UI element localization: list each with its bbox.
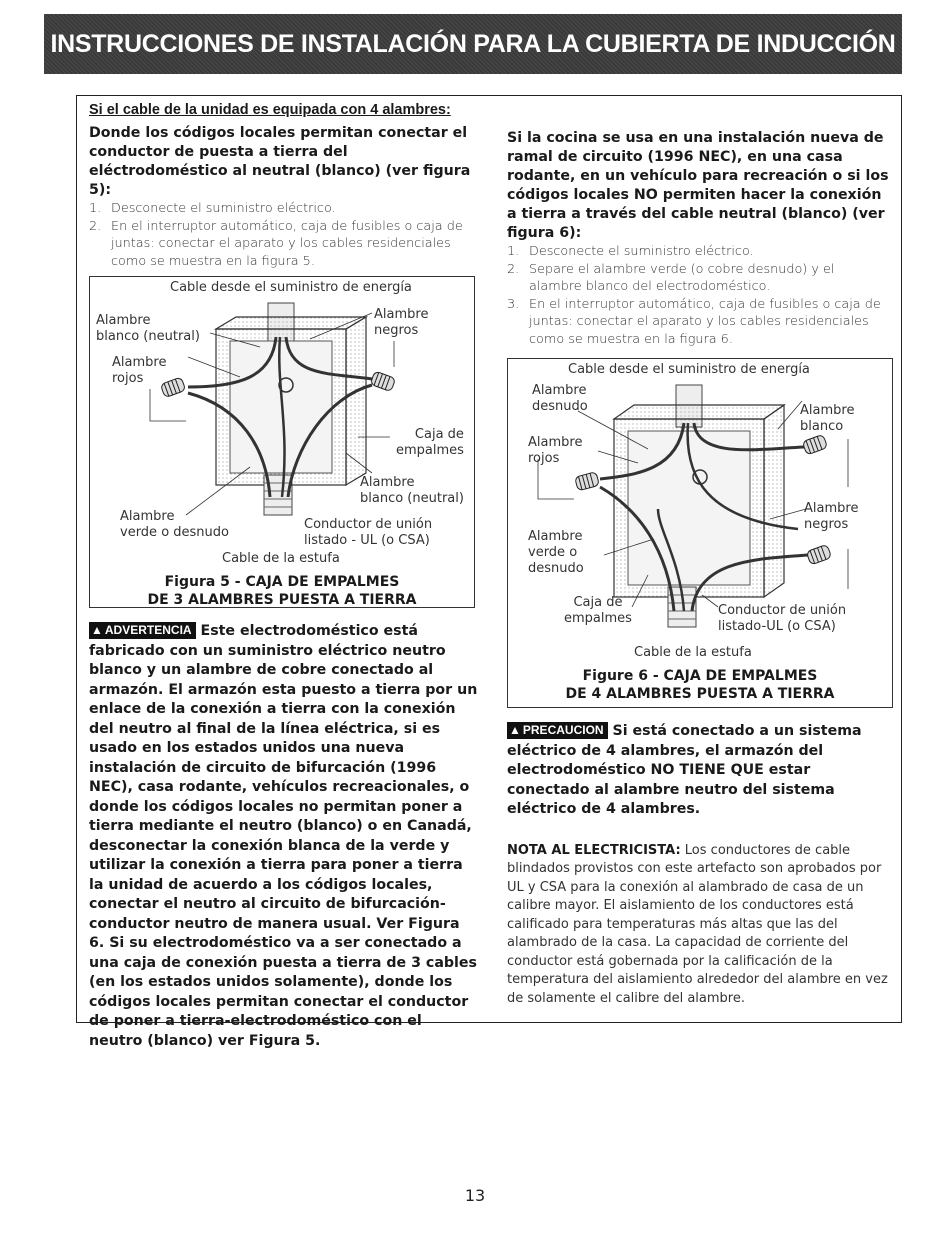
fig6-cable-label: Cable de la estufa	[634, 645, 752, 660]
caution-paragraph	[507, 722, 891, 820]
fig6-red-label: Alambre rojos	[528, 435, 583, 466]
fig5-box-label: Caja de empalmes	[396, 427, 464, 458]
list-item	[507, 243, 891, 261]
fig6-top-label: Cable desde el suministro de energía	[568, 362, 810, 377]
fig5-white-label: Alambre blanco (neutral)	[96, 313, 200, 344]
right-intro: Si la cocina se usa en una instalación nueva de ramal de circuito (1996 NEC), en una casa rodante, en un vehículo para recreación o si los códigos locales NO permiten hacer la conexión a tierra a través del cable neutral (blanco) (ver figura 6):	[507, 130, 889, 241]
fig6-bare-label: Alambre desnudo	[532, 383, 588, 414]
caution-text: Si está conectado a un sistema eléctrico de 4 alambres, el armazón del electrodoméstico NO TIENE QUE estar conectado al alambre neutro del sistema eléctrico de 4 alambres.	[507, 723, 862, 817]
fig6-black-label: Alambre negros	[804, 501, 859, 532]
fig5-red-label: Alambre rojos	[112, 355, 167, 386]
left-steps	[89, 200, 479, 270]
fig5-cable-label: Cable de la estufa	[222, 551, 340, 566]
step-number: 1.	[507, 244, 520, 259]
list-item	[507, 261, 891, 296]
note-label: NOTA AL ELECTRICISTA:	[507, 842, 681, 858]
page-banner: INSTRUCCIONES DE INSTALACIÓN PARA LA CUBIERTA DE INDUCCIÓN	[44, 14, 902, 74]
warning-badge-label: ADVERTENCIA	[104, 623, 192, 637]
caution-badge-label: PRECAUCION	[522, 723, 604, 737]
step-text: En el interruptor automático, caja de fusibles o caja de juntas: conectar el aparato y los cables residenciales como se muestra en la figura 5.	[111, 218, 463, 269]
content-frame	[76, 95, 902, 1049]
right-steps	[507, 243, 891, 348]
warning-paragraph	[89, 622, 479, 1051]
fig6-conductor-label: Conductor de unión listado-UL (o CSA)	[718, 603, 847, 634]
list-item	[89, 218, 479, 271]
fig6-caption: Figure 6 - CAJA DE EMPALMES DE 4 ALAMBRES PUESTA A TIERRA	[565, 668, 835, 702]
fig5-white2-label: Alambre blanco (neutral)	[360, 475, 464, 506]
right-column	[507, 96, 891, 1008]
page-number: 13	[464, 1186, 486, 1205]
section-heading: Si el cable de la unidad es equipada con 4 alambres:	[89, 102, 451, 118]
list-item	[89, 200, 479, 218]
fig6-box-label: Caja de empalmes	[564, 595, 632, 626]
fig5-caption: Figura 5 - CAJA DE EMPALMES DE 3 ALAMBRES PUESTA A TIERRA	[147, 574, 417, 608]
step-text: Desconecte el suministro eléctrico.	[529, 244, 754, 259]
left-column	[89, 96, 479, 1051]
step-text: Desconecte el suministro eléctrico.	[111, 201, 336, 216]
step-text: Separe el alambre verde (o cobre desnudo) y el alambre blanco del electrodoméstico.	[529, 261, 835, 294]
step-text: En el interruptor automático, caja de fusibles o caja de juntas: conectar el aparato y los cables residenciales como se muestra en la figura 6.	[529, 296, 881, 347]
warning-triangle-icon: ▲	[91, 623, 103, 637]
step-number: 2.	[89, 218, 102, 234]
step-number: 2.	[507, 261, 520, 277]
warning-text: Este electrodoméstico está fabricado con un suministro eléctrico neutro blanco y un alambre de cobre conectado al armazón. El armazón esta puesto a tierra por un enlace de la conexión a tierra con la conexión del neutro al final de la línea eléctrica, si es usado en los estados unidos una nueva instalación de circuito de bifurcación (1996 NEC), casa rodante, vehículos recreacionales, o donde los códigos locales no permitan poner a tierra mediante el neutro (blanco) o en Canadá, desconectar la conexión blanca de la verde y utilizar la conexión a tierra para poner a tierra la unidad de acuerdo a los códigos locales, conectar el neutro al circuito de bifurcación- conductor neutro de manera usual. Ver Figura 6. Si su electrodoméstico va a ser conectado a una caja de conexión puesta a tierra de 3 cables (en los estados unidos solamente), donde los códigos locales permitan conectar el conductor de poner a tierra-electrodoméstico con el neutro (blanco) ver Figura 5.	[89, 623, 478, 1049]
caution-badge	[507, 722, 608, 739]
warning-badge	[89, 622, 196, 639]
list-item	[507, 296, 891, 349]
step-number: 1.	[89, 201, 102, 216]
warning-triangle-icon: ▲	[509, 723, 521, 737]
figure-6	[507, 358, 893, 708]
fig5-black-label: Alambre negros	[374, 307, 429, 338]
figure-5	[89, 276, 475, 608]
fig5-top-label: Cable desde el suministro de energía	[170, 280, 412, 295]
note-text: Los conductores de cable blindados provistos con este artefacto son aprobados por UL y CSA para la conexión al alambrado de casa de un calibre mayor. El aislamiento de los conductores está calificado para temperaturas más altas que las del alambrado de la casa. La capacidad de corriente del conductor está gobernada por la calificación de la temperatura del aislamiento alrededor del alambre en vez de solamente el calibre del alambre.	[507, 842, 888, 1006]
fig5-green-label: Alambre verde o desnudo	[120, 509, 229, 540]
fig6-white-label: Alambre blanco	[800, 403, 855, 434]
electrician-note	[507, 842, 891, 1009]
fig5-conductor-label: Conductor de unión listado - UL (o CSA)	[304, 517, 433, 548]
step-number: 3.	[507, 296, 520, 312]
fig6-green-label: Alambre verde o desnudo	[528, 529, 584, 576]
left-intro: Donde los códigos locales permitan conectar el conductor de puesta a tierra del eléctrodoméstico al neutral (blanco) (ver figura 5):	[89, 125, 471, 198]
